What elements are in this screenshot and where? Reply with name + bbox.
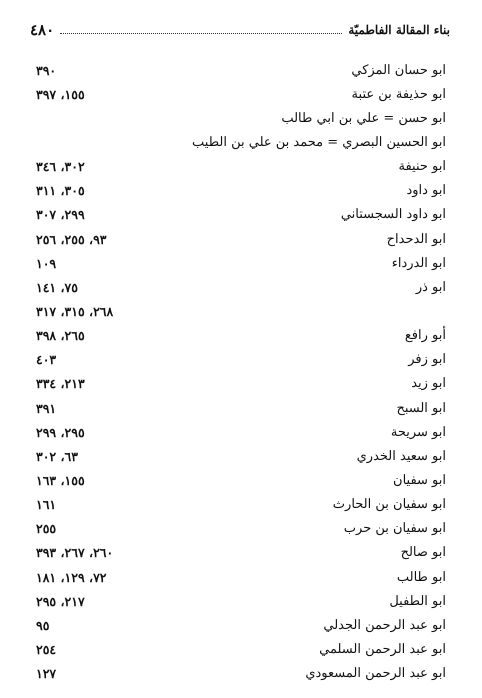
- entry-name: ابو الدرداء: [391, 255, 446, 271]
- entry-name: ابو حسان المزكي: [351, 62, 446, 78]
- index-entry: [36, 82, 446, 106]
- entry-name: ابو عبد الرحمن المسعودي: [305, 666, 446, 682]
- entry-page-references: ٧٥، ١٤١: [36, 279, 78, 295]
- entry-page-references: ٣٠٥، ٣١١: [36, 183, 85, 199]
- entry-name: ابو سفيان بن حرب: [343, 521, 446, 537]
- entry-name: ابو الطفيل: [389, 593, 446, 609]
- entry-name: ابو داود: [406, 183, 446, 199]
- running-head-title: بناء المقالة الفاطميّة: [348, 23, 450, 37]
- index-entry: [36, 420, 446, 444]
- entry-page-references: ٢٦٨، ٣١٥، ٣١٧: [36, 303, 114, 319]
- entry-page-references: ٢٦٥، ٣٩٨: [36, 328, 85, 344]
- entry-name: ابو داود السجستاني: [340, 207, 446, 223]
- entry-name: ابو ذر: [415, 279, 446, 295]
- index-entry: [36, 444, 446, 468]
- dotted-leader: [60, 32, 342, 34]
- entry-name: ابو حنيفة: [398, 159, 446, 175]
- entry-page-references: ٤٠٣: [36, 352, 57, 368]
- entry-name: ابو زيد: [411, 376, 446, 392]
- entry-page-references: ٢٥٥: [36, 521, 57, 537]
- entry-page-references: ٢٩٩، ٣٠٧: [36, 207, 85, 223]
- entry-name: ابو السبح: [396, 400, 446, 416]
- index-entry: [36, 203, 446, 227]
- entry-page-references: ٣٩١: [36, 400, 57, 416]
- index-entry: [36, 613, 446, 637]
- entry-page-references: ٢٦٠، ٢٦٧، ٣٩٣: [36, 545, 114, 561]
- entry-page-references: ٩٣، ٢٥٥، ٢٥٦: [36, 231, 107, 247]
- index-entry: [36, 637, 446, 661]
- entry-name: ابو الحسين البصري = محمد بن علي بن الطيب: [192, 134, 446, 150]
- entry-page-references: ٣٠٢، ٣٤٦: [36, 159, 85, 175]
- entry-page-references: ٢١٧، ٢٩٥: [36, 593, 85, 609]
- entry-page-references: ١٢٧: [36, 666, 57, 682]
- index-entry: [36, 348, 446, 372]
- index-entry: [36, 106, 446, 130]
- index-entry: [36, 251, 446, 275]
- index-list: [36, 58, 446, 686]
- entry-page-references: ٧٢، ١٢٩، ١٨١: [36, 569, 107, 585]
- index-entry: [36, 541, 446, 565]
- entry-name: ابو عبد الرحمن الجدلي: [323, 617, 446, 633]
- entry-page-references: ١٦١: [36, 497, 57, 513]
- index-entry: [36, 58, 446, 82]
- index-entry: [36, 227, 446, 251]
- entry-name: ابو صالح: [400, 545, 446, 561]
- index-entry: [36, 130, 446, 154]
- index-entry: [36, 372, 446, 396]
- entry-name: ابو سفيان بن الحارث: [332, 497, 446, 513]
- index-entry: [36, 662, 446, 686]
- index-entry: [36, 299, 446, 323]
- index-entry: [36, 589, 446, 613]
- index-entry: [36, 493, 446, 517]
- index-entry: [36, 396, 446, 420]
- index-entry: [36, 468, 446, 492]
- entry-page-references: ٩٥: [36, 617, 50, 633]
- entry-name: ابو حسن = علي بن ابي طالب: [281, 110, 446, 126]
- entry-name: ابو طالب: [396, 569, 446, 585]
- entry-page-references: ٣٩٠: [36, 62, 57, 78]
- entry-name: ابو زفر: [408, 352, 446, 368]
- entry-page-references: ١٥٥، ٣٩٧: [36, 86, 85, 102]
- entry-name: ابو حذيفة بن عتبة: [351, 86, 446, 102]
- page-number: ٤٨٠: [30, 21, 55, 39]
- entry-page-references: ٢٥٤: [36, 641, 57, 657]
- entry-name: ابو سعيد الخدري: [356, 448, 446, 464]
- entry-page-references: ١٠٩: [36, 255, 57, 271]
- entry-page-references: ٢٩٥، ٢٩٩: [36, 424, 85, 440]
- entry-name: ابو عبد الرحمن السلمي: [319, 641, 446, 657]
- entry-page-references: ٢١٣، ٣٣٤: [36, 376, 85, 392]
- page-header: [30, 18, 450, 38]
- entry-name: أبو رافع: [404, 328, 446, 344]
- index-entry: [36, 565, 446, 589]
- index-entry: [36, 275, 446, 299]
- index-entry: [36, 517, 446, 541]
- entry-name: ابو الدحداح: [386, 231, 446, 247]
- entry-page-references: ٦٣، ٣٠٢: [36, 448, 78, 464]
- entry-page-references: ١٥٥، ١٦٣: [36, 472, 85, 488]
- entry-name: ابو سفيان: [393, 472, 446, 488]
- index-entry: [36, 179, 446, 203]
- index-entry: [36, 324, 446, 348]
- entry-name: ابو سريحة: [390, 424, 446, 440]
- index-entry: [36, 155, 446, 179]
